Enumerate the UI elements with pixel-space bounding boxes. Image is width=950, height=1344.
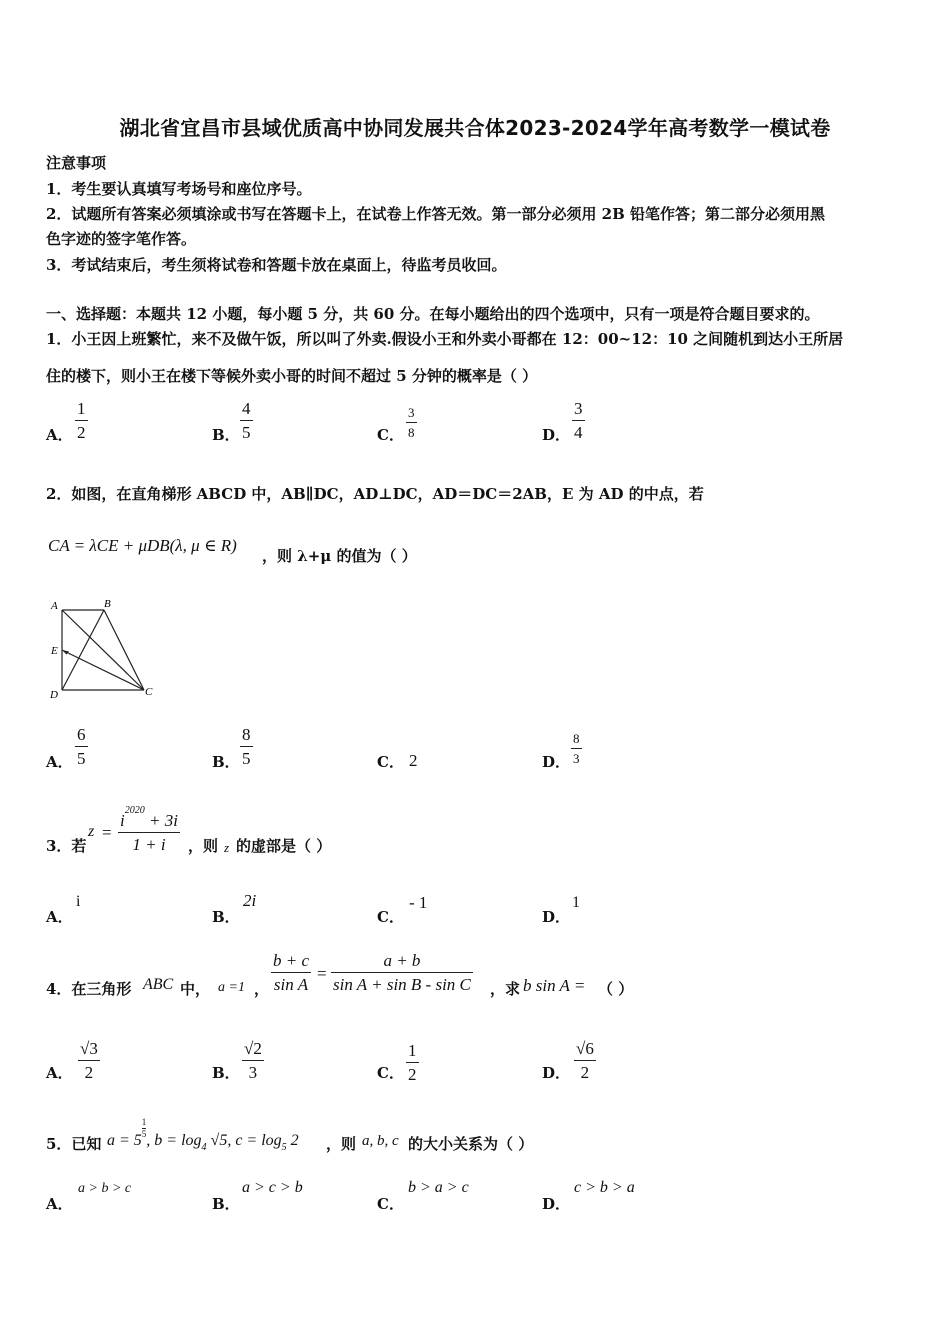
q4-option-d-label: D． (542, 1064, 571, 1082)
question-3-mid: ，则 (188, 837, 219, 855)
question-4-prefix: 4．在三角形 (46, 980, 132, 998)
q1-option-c-label: C． (377, 426, 404, 444)
q3-fraction: $i^{2020} + 3i$ 1 + i (120, 805, 178, 854)
q4-equals: = (317, 964, 327, 983)
question-3-prefix: 3．若 (46, 837, 87, 855)
section-heading: 一、选择题：本题共 12 小题，每小题 5 分，共 60 分。在每小题给出的四个选项中，只有一项是符合题目要求的。 (46, 305, 820, 323)
q2-option-c-value: 2 (409, 751, 418, 770)
question-5-prefix: 5．已知 (46, 1135, 102, 1153)
label-b: B (104, 598, 111, 610)
q1-option-d-value: 3 4 (574, 399, 583, 442)
q4-a-value: a =1 (218, 980, 245, 995)
q4-paren: （ ） (598, 980, 634, 998)
q4-comma: ， (254, 980, 270, 998)
q4-fraction-right: a + b sin A + sin B - sin C (333, 951, 471, 994)
q5-option-a-value: a > b > c (78, 1181, 132, 1196)
q3-option-d-value: 1 (572, 894, 580, 911)
notice-item: 2．试题所有答案必须填涂或书写在答题卡上，在试卷上作答无效。第一部分必须用 2B 铅笔作答；第二部分必须用黑 (46, 205, 826, 223)
segment-db (62, 610, 104, 690)
notice-item: 色字迹的签字笔作答。 (46, 230, 197, 248)
segment-bc (104, 610, 144, 690)
q4-target-expression: b sin A = (523, 976, 586, 995)
q1-option-a-value: 1 2 (77, 399, 86, 442)
q2-option-a-label: A． (46, 753, 73, 771)
q3-z-variable-2: z (224, 840, 230, 855)
q4-zhong: 中， (180, 980, 211, 998)
q5-option-b-label: B． (212, 1195, 240, 1213)
q1-option-c-value: 3 8 (408, 405, 415, 440)
question-1-line: 住的楼下，则小王在楼下等候外卖小哥的时间不超过 5 分钟的概率是（ ） (46, 367, 538, 385)
q5-option-d-value: c > b > a (574, 1179, 635, 1196)
q2-option-b-value: 8 5 (242, 725, 251, 768)
q4-option-c-value: 1 2 (408, 1041, 417, 1084)
segment-ac (62, 610, 144, 690)
q5-expression: a = 5 $\frac{1}{5}$ , $b = \log_4 √5$, $c = \log_5 2$ (107, 1117, 299, 1153)
q2-option-b-label: B． (212, 753, 240, 771)
q4-option-d-value: √6 2 (576, 1039, 594, 1082)
page-title: 湖北省宜昌市县域优质高中协同发展共合体2023-2024学年高考数学一模试卷 (119, 116, 831, 140)
q2-option-d-label: D． (542, 753, 571, 771)
q5-vars: a, b, c (362, 1133, 399, 1149)
question-5-mid: ，则 (326, 1135, 357, 1153)
q2-option-a-value: 6 5 (77, 725, 86, 768)
q2-option-c-label: C． (377, 753, 404, 771)
q3-option-d-label: D． (542, 908, 571, 926)
q3-option-b-label: B． (212, 908, 240, 926)
q4-qiu: ，求 (490, 980, 521, 998)
question-2-line: 2．如图，在直角梯形 ABCD 中，AB∥DC，AD⊥DC，AD＝DC＝2AB，E 为 AD 的中点，若 (46, 485, 704, 503)
q5-option-b-value: a > c > b (242, 1179, 303, 1196)
label-d: D (50, 689, 58, 701)
q4-option-c-label: C． (377, 1064, 404, 1082)
question-3-suffix: 的虚部是（ ） (236, 837, 332, 855)
segment-ec (62, 650, 144, 690)
q1-option-b-label: B． (212, 426, 240, 444)
q4-fraction-left: b + c sin A (273, 951, 310, 994)
q3-option-a-value: i (76, 893, 81, 910)
q4-triangle: ABC (143, 976, 174, 993)
notice-item: 1．考生要认真填写考场号和座位序号。 (46, 180, 312, 198)
q3-option-c-label: C． (377, 908, 404, 926)
q2-option-d-value: 8 3 (573, 731, 580, 766)
q1-option-d-label: D． (542, 426, 571, 444)
label-a: A (51, 600, 58, 612)
question-1-line: 1．小王因上班繁忙，来不及做午饭，所以叫了外卖.假设小王和外卖小哥都在 12：00~12：10 之间随机到达小王所居 (46, 330, 844, 348)
q4-option-a-value: √3 2 (80, 1039, 98, 1082)
q3-equals: = (102, 823, 112, 842)
q4-option-b-value: √2 3 (244, 1039, 262, 1082)
question-2-formula: CA = λCE + μDB(λ, μ ∈ R) (48, 536, 237, 555)
q5-option-c-value: b > a > c (408, 1179, 469, 1196)
q4-option-a-label: A． (46, 1064, 73, 1082)
q5-option-c-label: C． (377, 1195, 404, 1213)
q5-option-d-label: D． (542, 1195, 571, 1213)
label-e: E (51, 645, 58, 657)
notice-heading: 注意事项 (46, 154, 107, 172)
question-2-line: ，则 λ+μ 的值为（ ） (262, 547, 417, 565)
q3-option-b-value: 2i (243, 891, 257, 910)
notice-item: 3．考试结束后，考生须将试卷和答题卡放在桌面上，待监考员收回。 (46, 256, 507, 274)
label-c: C (145, 686, 153, 698)
question-5-suffix: 的大小关系为（ ） (408, 1135, 534, 1153)
q1-option-b-value: 4 5 (242, 399, 251, 442)
arrow-e (62, 650, 69, 655)
q3-option-a-label: A． (46, 908, 73, 926)
q1-option-a-label: A． (46, 426, 73, 444)
q4-option-b-label: B． (212, 1064, 240, 1082)
trapezoid-figure (44, 594, 164, 704)
q3-option-c-value: - 1 (409, 893, 428, 912)
q3-z-variable: z (88, 823, 95, 840)
q5-option-a-label: A． (46, 1195, 73, 1213)
